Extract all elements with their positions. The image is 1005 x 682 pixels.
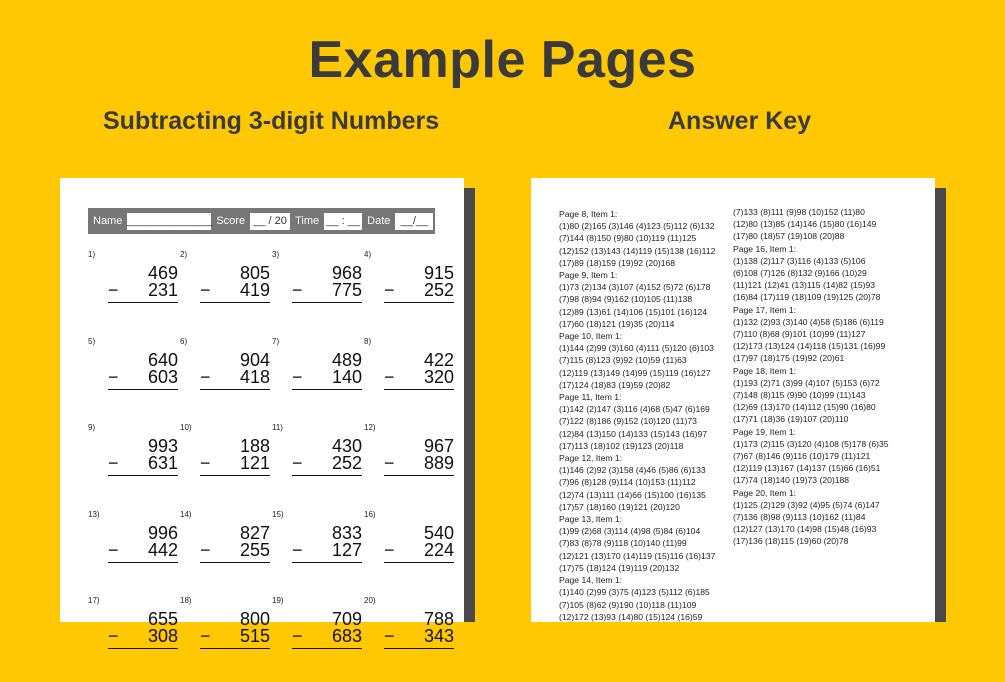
answer-line-item: (12)80 (13)85 (14)146 (15)80 (16)149 [733, 219, 877, 230]
answer-line [200, 648, 270, 649]
answer-line [292, 302, 362, 303]
answer-line-item: (17)124 (18)83 (19)59 (20)82 [559, 379, 671, 390]
problem-number: 17) [88, 596, 100, 605]
answer-line-item: (17)71 (18)36 (19)107 (20)110 [733, 414, 849, 425]
minuend: 833 [331, 522, 362, 543]
problem-15 [272, 510, 364, 596]
problem-number: 16) [364, 509, 376, 519]
answer-line-item: (17)97 (18)175 (19)92 (20)61 [733, 353, 845, 364]
answer-line-item: (17)136 (18)115 (19)60 (20)78 [733, 536, 849, 547]
minus-sign: − [384, 453, 395, 473]
page-title: Example Pages [308, 31, 697, 89]
problem-number: 1) [88, 250, 96, 259]
subtrahend: 252 [423, 280, 454, 300]
problem-16 [364, 510, 456, 596]
problem-number: 4) [364, 250, 372, 259]
answer-line [384, 389, 454, 390]
date-field: __/__ [395, 213, 433, 230]
answer-line [292, 475, 362, 476]
answer-line-item: (12)127 (13)170 (14)98 (15)48 (16)93 [733, 524, 877, 535]
answer-line-item: (1)173 (2)115 (3)120 (4)108 (5)178 (6)35 [733, 438, 889, 449]
minus-sign: − [200, 366, 211, 387]
minus-sign: − [292, 280, 303, 300]
answer-line-item: (7)98 (8)94 (9)162 (10)105 (11)138 [559, 294, 693, 305]
minuend: 469 [147, 263, 178, 283]
subtrahend: 683 [331, 626, 362, 646]
minus-sign: − [292, 366, 303, 387]
answer-line-item: Page 12, Item 1: [559, 453, 623, 464]
answer-line-item: Page 8, Item 1: [559, 209, 618, 219]
score-label: Score [216, 215, 246, 227]
minuend: 993 [147, 436, 178, 456]
problem-13 [88, 510, 180, 596]
answer-line [200, 562, 270, 563]
answer-line-item: (12)74 (13)111 (14)66 (15)100 (16)135 [559, 489, 706, 500]
minus-sign: − [108, 366, 119, 387]
answer-line [108, 475, 178, 476]
problem-number: 18) [180, 596, 192, 605]
problem-number: 3) [272, 250, 280, 259]
date-label: Date [367, 215, 391, 227]
name-label: Name [93, 215, 123, 227]
minuend: 904 [239, 349, 270, 370]
answer-line-item: (7)148 (8)115 (9)90 (10)99 (11)143 [733, 390, 866, 401]
answer-line [108, 648, 178, 649]
worksheet-header-bar [88, 208, 435, 234]
problem-number: 7) [272, 336, 280, 346]
problem-19 [272, 596, 364, 682]
minus-sign: − [108, 626, 119, 646]
answer-line-item: (7)83 (8)78 (9)118 (10)140 (11)99 [559, 538, 687, 549]
answer-line-item: (1)80 (2)165 (3)146 (4)123 (5)112 (6)132 [559, 221, 715, 232]
minuend: 640 [147, 349, 178, 370]
answer-line-item: Page 9, Item 1: [559, 270, 618, 281]
answer-line-item: (7)144 (8)150 (9)80 (10)119 (11)125 [559, 233, 697, 244]
answer-line-item: (1)73 (2)134 (3)107 (4)152 (5)72 (6)178 [559, 282, 711, 293]
minuend: 827 [239, 522, 270, 543]
problem-5 [88, 337, 180, 423]
answer-line [384, 562, 454, 563]
problem-18 [180, 596, 272, 682]
minus-sign: − [384, 280, 395, 300]
minus-sign: − [108, 539, 119, 560]
problem-number: 10) [180, 423, 192, 432]
answer-line-item: Page 16, Item 1: [733, 243, 797, 254]
problem-20 [364, 596, 456, 682]
subtrahend: 140 [331, 366, 362, 387]
answer-line-item: (1)140 (2)99 (3)75 (4)123 (5)112 (6)185 [559, 587, 710, 598]
minus-sign: − [108, 453, 119, 473]
answer-line-item: (1)142 (2)147 (3)116 (4)68 (5)47 (6)169 [559, 404, 710, 415]
minus-sign: − [292, 626, 303, 646]
problem-number: 12) [364, 423, 376, 432]
answer-line-item: (1)193 (2)71 (3)99 (4)107 (5)153 (6)72 [733, 377, 880, 388]
answer-line-item: Page 11, Item 1: [559, 392, 622, 403]
answer-line-item: (7)115 (8)123 (9)92 (10)59 (11)63 [559, 355, 687, 366]
answer-line-item: (11)121 (12)41 (13)115 (14)82 (15)93 [733, 280, 876, 291]
answer-line-item: Page 13, Item 1: [559, 514, 623, 525]
name-field: ______________ [127, 213, 211, 230]
problem-17 [88, 596, 180, 682]
answer-line-item: (1)99 (2)68 (3)114 (4)98 (5)84 (6)104 [559, 526, 701, 537]
subtrahend: 320 [423, 366, 454, 387]
minuend: 788 [423, 609, 454, 629]
answer-line-item: (12)89 (13)61 (14)106 (15)101 (16)124 [559, 306, 708, 317]
answer-line-item: (12)69 (13)170 (14)112 (15)90 (16)80 [733, 402, 876, 413]
minuend: 430 [331, 436, 362, 456]
answer-line-item: (12)152 (13)143 (14)119 (15)138 (16)112 [559, 245, 716, 256]
problem-number: 2) [180, 250, 188, 259]
answer-line-item: (17)89 (18)159 (19)92 (20)168 [559, 257, 676, 268]
minuend: 709 [331, 609, 362, 629]
answer-column-2 [733, 206, 889, 548]
problem-number: 20) [364, 596, 376, 605]
time-label: Time [295, 215, 320, 227]
answer-line-item: Page 20, Item 1: [733, 487, 797, 498]
problem-14 [180, 510, 272, 596]
answer-line [108, 562, 178, 563]
minuend: 967 [423, 436, 454, 456]
answer-line [200, 389, 270, 390]
subtrahend: 255 [239, 539, 270, 560]
minuend: 996 [147, 522, 178, 543]
subtrahend: 631 [147, 453, 178, 473]
answer-line-item: (17)80 (18)57 (19)108 (20)88 [733, 231, 845, 242]
answer-line-item: (17)57 (18)160 (19)121 (20)120 [559, 501, 680, 512]
answer-key-shadow [935, 188, 946, 622]
problem-4 [364, 250, 456, 336]
minus-sign: − [292, 539, 303, 560]
subtrahend: 308 [147, 626, 178, 646]
answer-line [200, 475, 270, 476]
minus-sign: − [384, 366, 395, 387]
answer-column-1 [559, 208, 715, 623]
answer-line-item: (12)172 (13)93 (14)80 (15)124 (16)59 [559, 611, 703, 622]
answer-line-item: (7)110 (8)68 (9)101 (10)99 (11)127 [733, 329, 866, 340]
problem-3 [272, 250, 364, 336]
subtrahend: 121 [239, 453, 270, 473]
answer-line-item: (1)146 (2)92 (3)158 (4)46 (5)86 (6)133 [559, 465, 706, 476]
answer-line-item: Page 19, Item 1: [733, 426, 797, 437]
answer-line-item: (7)133 (8)111 (9)98 (10)152 (11)80 [733, 207, 865, 217]
problem-9 [88, 423, 180, 509]
minus-sign: − [384, 626, 395, 646]
minus-sign: − [200, 280, 211, 300]
answer-line-item: (7)136 (8)98 (9)113 (10)162 (11)84 [733, 512, 866, 523]
subtrahend: 343 [423, 626, 454, 646]
answer-line-item: (12)84 (13)150 (14)133 (15)143 (16)97 [559, 428, 708, 439]
answer-line-item: (17)74 (18)140 (19)73 (20)188 [733, 475, 850, 486]
answer-line-item: Page 18, Item 1: [733, 365, 797, 376]
answer-line [292, 389, 362, 390]
subtrahend: 419 [239, 280, 270, 300]
problem-2 [180, 250, 272, 336]
subtrahend: 224 [423, 539, 454, 560]
problem-10 [180, 423, 272, 509]
answer-line-item: (17)113 (18)102 (19)123 (20)118 [559, 440, 684, 451]
answer-key-page [531, 178, 935, 622]
answer-line-item: (7)105 (8)62 (9)190 (10)118 (11)109 [559, 599, 697, 610]
worksheet-title: Subtracting 3-digit Numbers [103, 107, 440, 135]
problem-number: 8) [364, 336, 372, 346]
minus-sign: − [200, 453, 211, 473]
problem-7 [272, 337, 364, 423]
score-field: __ / 20 [250, 213, 290, 230]
answer-line [292, 562, 362, 563]
subtrahend: 231 [147, 280, 178, 300]
minuend: 915 [423, 263, 454, 283]
answer-line-item: (7)122 (8)186 (9)152 (10)120 (11)73 [559, 416, 697, 427]
answer-line [292, 648, 362, 649]
answer-line-item: (1)138 (2)117 (3)116 (4)133 (5)106 [733, 255, 866, 266]
minuend: 800 [239, 609, 270, 629]
time-field: __ : __ [324, 213, 362, 230]
subtrahend: 418 [239, 366, 270, 387]
problem-number: 9) [88, 423, 96, 432]
worksheet-shadow [464, 188, 475, 622]
problem-6 [180, 337, 272, 423]
answer-line-item: (12)173 (13)124 (14)118 (15)131 (16)99 [733, 341, 886, 352]
answer-line-item: (6)108 (7)126 (8)132 (9)166 (10)29 [733, 268, 867, 279]
problem-number: 19) [272, 596, 284, 605]
answer-line [200, 302, 270, 303]
subtrahend: 603 [147, 366, 178, 387]
minus-sign: − [108, 280, 119, 300]
subtrahend: 127 [331, 539, 362, 560]
answer-line-item: (7)67 (8)146 (9)116 (10)179 (11)121 [733, 451, 871, 462]
problem-number: 11) [272, 423, 283, 432]
subtrahend: 252 [331, 453, 362, 473]
answer-line-item: (17)75 (18)124 (19)119 (20)132 [559, 562, 680, 573]
answer-line-item: (1)144 (2)99 (3)160 (4)111 (5)120 (6)103 [559, 343, 714, 354]
answer-line [384, 302, 454, 303]
worksheet-page [60, 178, 464, 646]
answer-line [108, 389, 178, 390]
answer-line [384, 648, 454, 649]
subtrahend: 515 [239, 626, 270, 646]
answer-line-item: (12)121 (13)170 (14)119 (15)116 (16)137 [559, 550, 716, 561]
answer-line [384, 475, 454, 476]
problem-12 [364, 423, 456, 509]
minus-sign: − [384, 539, 395, 560]
problem-number: 13) [88, 509, 100, 519]
subtrahend: 775 [331, 280, 362, 300]
answer-key-title: Answer Key [668, 107, 812, 135]
answer-line-item: (1)125 (2)129 (3)92 (4)95 (5)74 (6)147 [733, 499, 880, 510]
problem-8 [364, 337, 456, 423]
minuend: 655 [147, 609, 178, 629]
answer-line-item: (12)119 (13)149 (14)99 (15)119 (16)127 [559, 367, 711, 378]
subtrahend: 442 [147, 539, 178, 560]
answer-line-item: (1)132 (2)93 (3)140 (4)58 (5)186 (6)119 [733, 316, 884, 327]
minuend: 540 [423, 522, 454, 543]
problem-number: 5) [88, 336, 96, 346]
answer-line-item: (12)119 (13)167 (14)137 (15)66 (16)51 [733, 463, 881, 474]
minus-sign: − [200, 539, 211, 560]
answer-line-item: Page 17, Item 1: [733, 304, 797, 315]
problem-number: 6) [180, 336, 188, 346]
answer-line-item: (16)84 (17)119 (18)109 (19)125 (20)78 [733, 292, 881, 303]
answer-line-item: (17)60 (18)121 (19)35 (20)114 [559, 318, 675, 329]
answer-line-item: Page 10, Item 1: [559, 331, 623, 342]
answer-line-item: Page 14, Item 1: [559, 575, 623, 586]
minuend: 805 [239, 263, 270, 283]
problem-number: 15) [272, 509, 284, 519]
minus-sign: − [292, 453, 303, 473]
answer-line [108, 302, 178, 303]
minuend: 422 [423, 349, 454, 370]
minuend: 968 [331, 263, 362, 283]
answer-line-item: (7)96 (8)128 (9)114 (10)153 (11)112 [559, 477, 696, 488]
problem-11 [272, 423, 364, 509]
minuend: 489 [331, 349, 362, 370]
subtrahend: 889 [423, 453, 454, 473]
minuend: 188 [239, 436, 270, 456]
minus-sign: − [200, 626, 211, 646]
problem-number: 14) [180, 509, 192, 519]
problem-1 [88, 250, 180, 336]
